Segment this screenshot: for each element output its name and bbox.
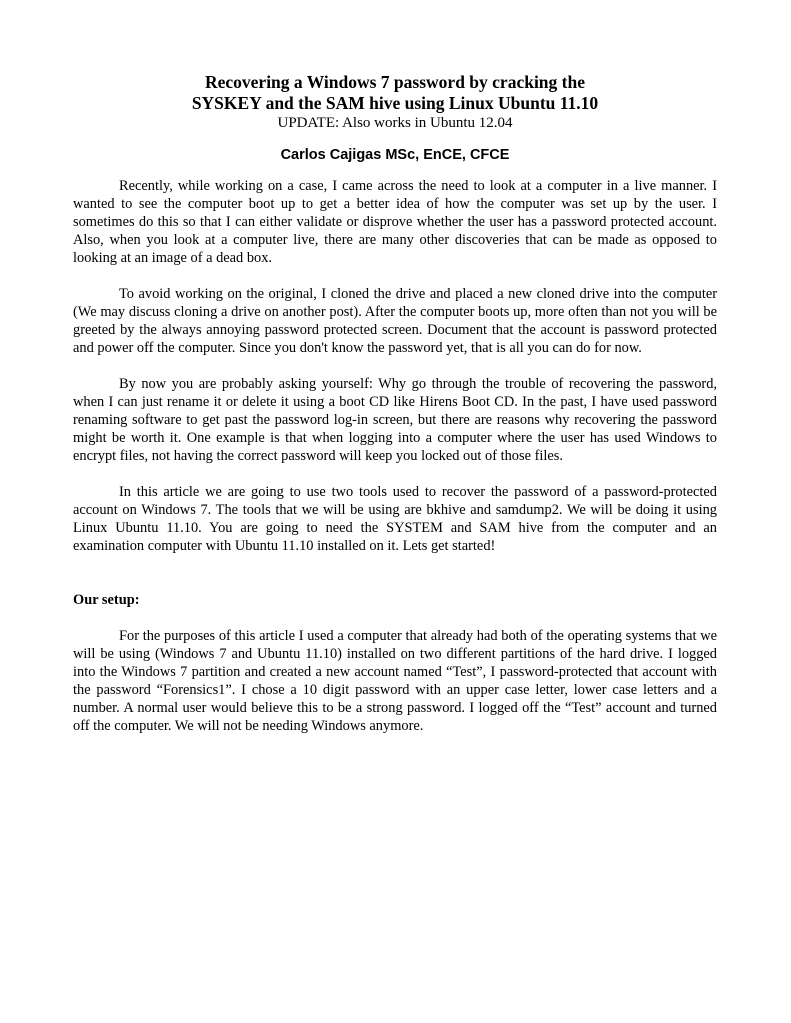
- paragraph-tools: In this article we are going to use two tools used to recover the password of a password-protected account on Windows 7. The tools that we will be using are bkhive and samdump2. We will be doing it using Linux Ubuntu 11.10. You are going to need the SYSTEM and SAM hive from the computer and an examination computer with Ubuntu 11.10 installed on it. Lets get started!: [73, 484, 717, 554]
- paragraph-intro: Recently, while working on a case, I came across the need to look at a computer in a live manner. I wanted to see the computer boot up to get a better idea of how the computer was set up by the user. I sometimes do this so that I can either validate or disprove whether the user has a password protected account. Also, when you look at a computer live, there are many other discoveries that can be made as opposed to looking at an image of a dead box.: [73, 178, 717, 266]
- paragraph-setup: For the purposes of this article I used a computer that already had both of the operating systems that we will be using (Windows 7 and Ubuntu 11.10) installed on two different partitions of the hard drive. I logged into the Windows 7 partition and created a new account named “Test”, I password-protected that account with the password “Forensics1”. I chose a 10 digit password with an upper case letter, lower case letters and a number. A normal user would believe this to be a strong password. I logged off the “Test” account and turned off the computer. We will not be needing Windows anymore.: [73, 628, 717, 734]
- author-byline: Carlos Cajigas MSc, EnCE, CFCE: [280, 147, 510, 163]
- paragraph-cloning: To avoid working on the original, I cloned the drive and placed a new cloned drive into the computer (We may discuss cloning a drive on another post). After the computer boots up, more often than not you will be greeted by the always annoying password protected screen. Document that the account is password protected and power off the computer. Since you don't know the password yet, that is all you can do for now.: [73, 286, 717, 356]
- title-line-1: Recovering a Windows 7 password by cracking the: [204, 72, 585, 92]
- paragraph-why-recover: By now you are probably asking yourself: Why go through the trouble of recovering the password, when I can just rename it or delete it using a boot CD like Hirens Boot CD. In the past, I have used password renaming software to get past the password log-in screen, but there are reasons why recovering the password might be worth it. One example is that when logging into a computer where the user has used Windows to encrypt files, not having the correct password will keep you locked out of those files.: [73, 376, 717, 464]
- update-note: UPDATE: Also works in Ubuntu 12.04: [277, 115, 513, 131]
- section-heading-setup: Our setup:: [73, 592, 140, 608]
- title-line-2: SYSKEY and the SAM hive using Linux Ubuntu 11.10: [191, 93, 599, 113]
- document-page: [73, 72, 717, 753]
